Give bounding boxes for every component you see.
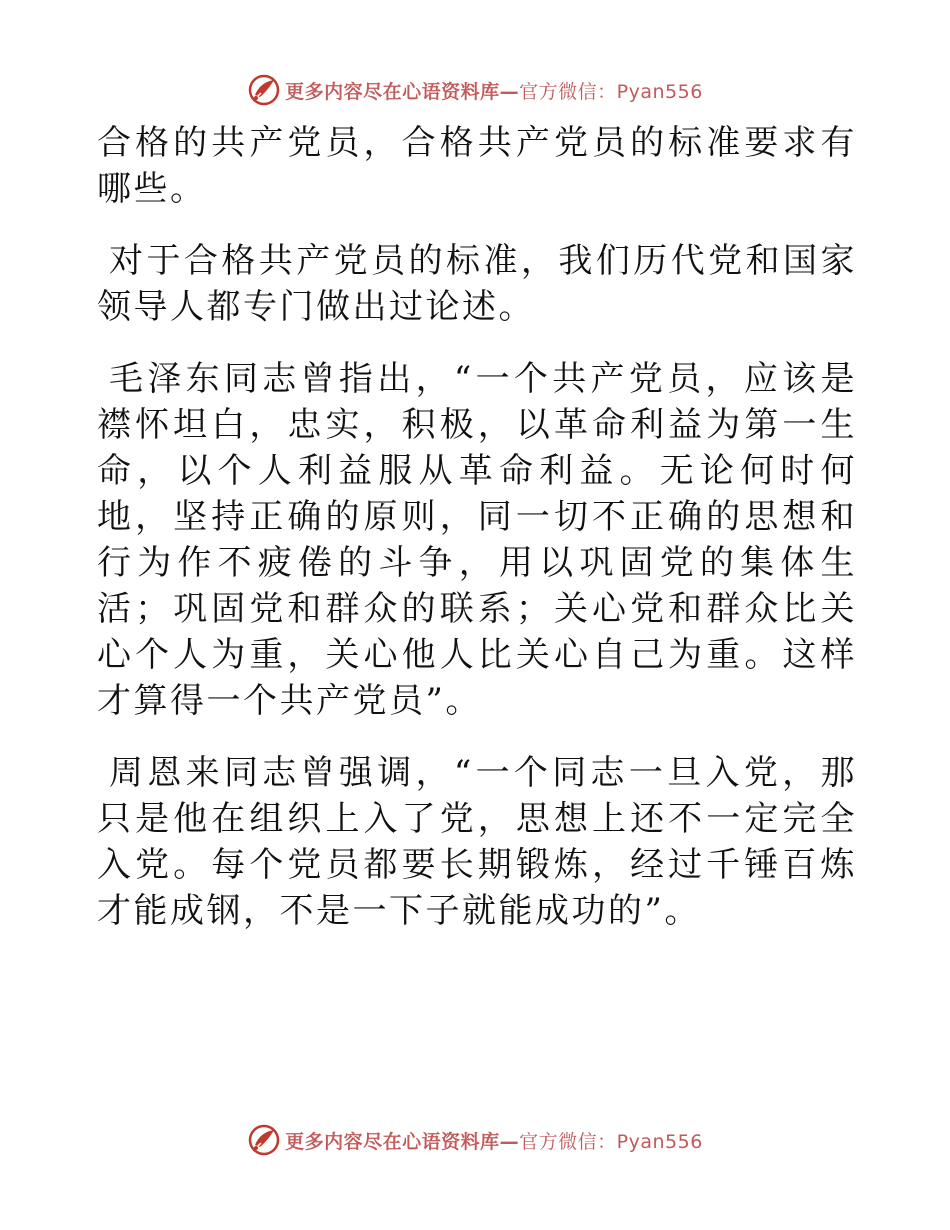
header-watermark [0,70,950,110]
watermark-wechat: 官方微信：Pyan556 [519,80,703,103]
footer-watermark [0,1120,950,1160]
pen-nib-logo-icon [247,1123,281,1157]
watermark-separator: — [499,1130,520,1153]
document-body [97,120,857,960]
paragraph-mao-quote: 毛泽东同志曾指出，“一个共产党员，应该是襟怀坦白，忠实，积极，以革命利益为第一生命，以个人利益服从革命利益。无论何时何地，坚持正确的原则，同一切不正确的思想和行为作不疲倦的斗争，用以巩固党的集体生活；巩固党和群众的联系；关心党和群众比关心个人为重，关心他人比关心自己为重。这样才算得一个共产党员”。 [97,359,857,721]
paragraph-intro: 对于合格共产党员的标准，我们历代党和国家领导人都专门做出过论述。 [97,241,857,327]
paragraph-zhou-quote: 周恩来同志曾强调，“一个同志一旦入党，那只是他在组织上入了党，思想上还不一定完全入党。每个党员都要长期锻炼，经过千锤百炼才能成钢，不是一下子就能成功的”。 [97,753,857,931]
watermark-brand: 更多内容尽在心语资料库 [285,1130,500,1153]
watermark-text [285,1127,703,1154]
watermark-wechat: 官方微信：Pyan556 [519,1130,703,1153]
watermark-text [285,77,703,104]
watermark-brand: 更多内容尽在心语资料库 [285,80,500,103]
watermark-separator: — [499,80,520,103]
paragraph-title: 合格的共产党员，合格共产党员的标准要求有哪些。 [97,123,857,209]
pen-nib-logo-icon [247,73,281,107]
